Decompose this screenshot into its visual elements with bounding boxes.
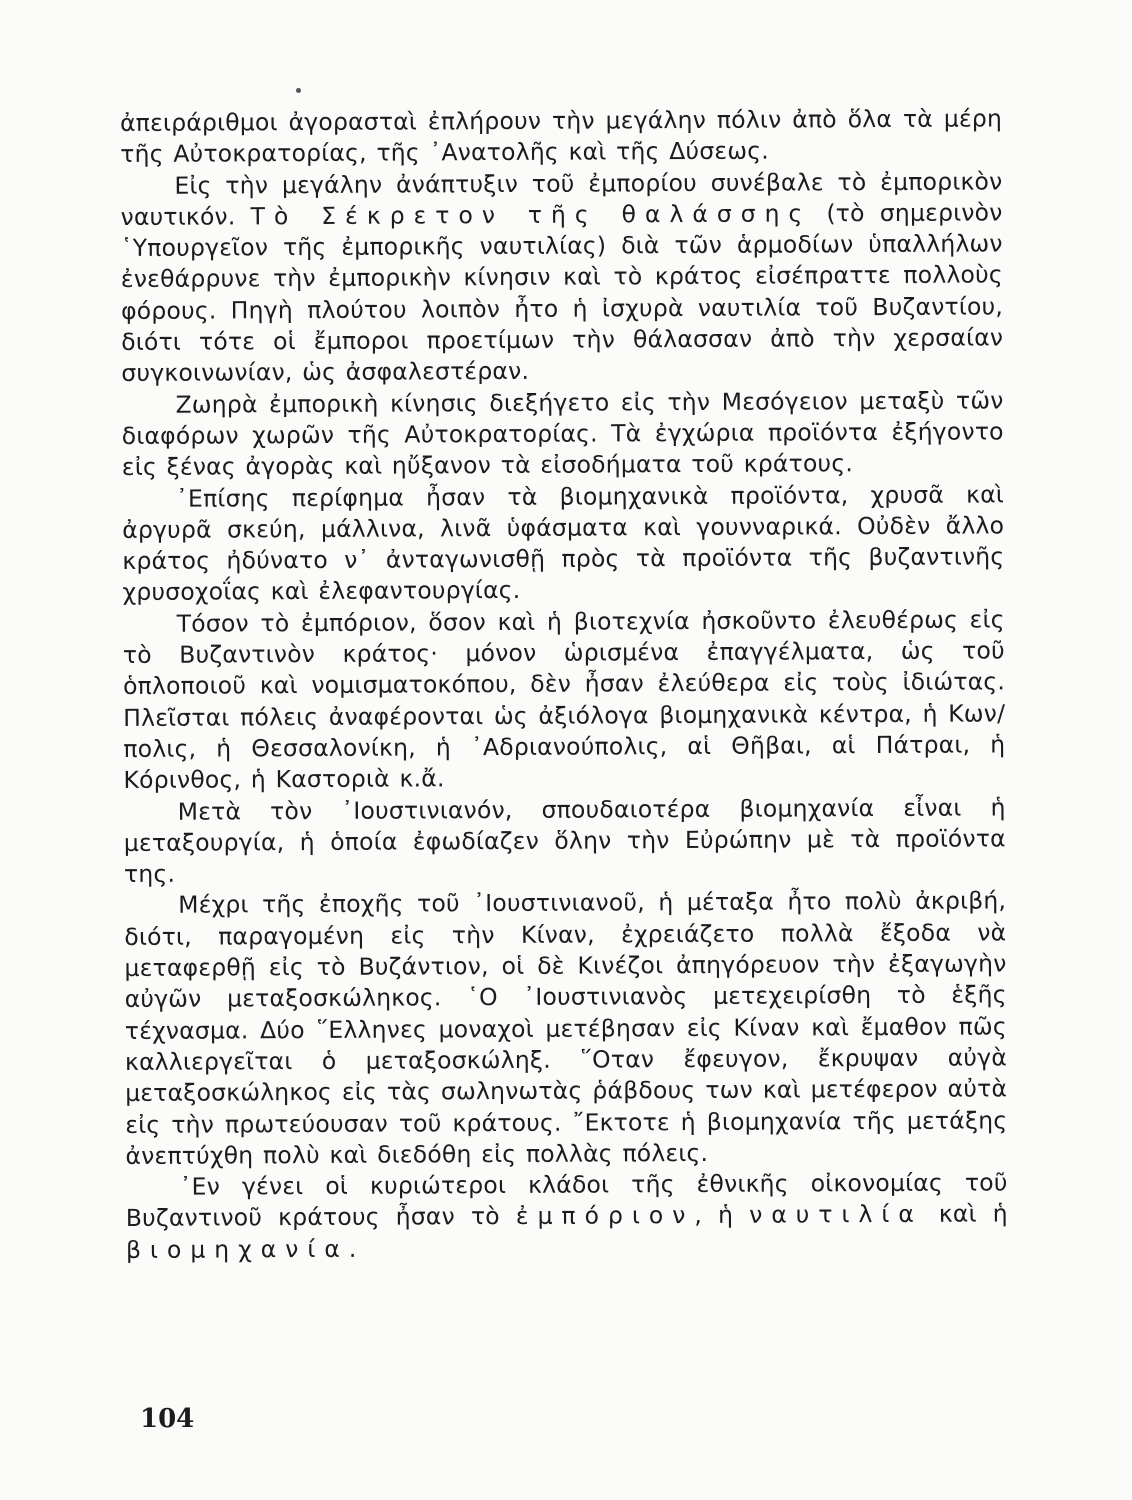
paragraph-6 <box>124 792 1006 891</box>
text-segment: Μέχρι τῆς ἐποχῆς τοῦ ᾿Ιουστινιανοῦ, ἡ μέταξα ἦτο πολὺ ἀκριβή, διότι, παραγομένη εἰς τὴν Κίναν, ἐχρειάζετο πολλὰ ἔξοδα νὰ μεταφερθῇ εἰς τὸ Βυζάντιον, οἱ δὲ Κινέζοι ἀπηγόρευον τὴν ἐξαγωγὴν αὐγῶν μεταξοσκώληκος. ῾Ο ᾿Ιουστινιανὸς μετεχειρίσθη τὸ ἑξῆς τέχνασμα. Δύο ῞Ελληνες μοναχοὶ μετέβησαν εἰς Κίναν καὶ ἔμαθον πῶς καλλιεργεῖται ὁ μεταξοσκώληξ. ῞Οταν ἔφευγον, ἔκρυψαν αὐγὰ μεταξοσκώληκος εἰς τὰς σωληνωτὰς ῥάβδους των καὶ μετέφερον αὐτὰ εἰς τὴν πρωτεύουσαν τοῦ κράτους. ῎Εκτοτε ἡ βιομηχανία τῆς μετάξης ἀνεπτύχθη πολὺ καὶ διεδόθη εἰς πολλὰς πόλεις. <box>124 886 1008 1170</box>
body-text <box>120 103 1008 1266</box>
page-number: 104 <box>140 1404 195 1434</box>
text-segment: Τόσον τὸ ἐμπόριον, ὅσον καὶ ἡ βιοτεχνία ἠσκοῦντο ἐλευθέρως εἰς τὸ Βυζαντινὸν κράτος· μόνον ὡρισμένα ἐπαγγέλματα, ὡς τοῦ ὁπλοποιοῦ καὶ νομισματοκόπου, δὲν ἦσαν ἐλεύθερα εἰς τοὺς ἰδιώτας. Πλεῖσται πόλεις ἀναφέρονται ὡς ἀξιόλογα βιομηχανικὰ κέντρα, ἡ Κων/πολις, ἡ Θεσσαλονίκη, ἡ ᾿Αδριανούπολις, αἱ Θῆβαι, αἱ Πάτραι, ἡ Κόρινθος, ἡ Καστοριὰ κ.ἄ. <box>122 605 1006 795</box>
text-segment: καὶ ἡ <box>922 1199 1008 1229</box>
paragraph-5 <box>123 604 1006 796</box>
text-segment: . <box>348 1234 357 1263</box>
paragraph-1 <box>120 103 1002 170</box>
paragraph-8 <box>126 1167 1008 1266</box>
emphasized-term: Τὸ Σέκρετον τῆς θαλάσσης <box>250 199 812 231</box>
text-segment: , ἡ <box>694 1201 750 1230</box>
paragraph-2 <box>120 166 1003 390</box>
emphasized-term: ἐμπόριον <box>515 1201 695 1231</box>
paragraph-7 <box>124 886 1007 1172</box>
emphasized-term: βιομηχανία <box>125 1234 349 1264</box>
text-segment: ἀπειράριθμοι ἀγορασταὶ ἐπλήρουν τὴν μεγάλην πόλιν ἀπὸ ὅλα τὰ μέρη τῆς Αὐτοκρατορίας, τῆς ᾿Ανατολῆς καὶ τῆς Δύσεως. <box>120 104 1003 169</box>
emphasized-term: ναυτιλία <box>749 1200 923 1230</box>
text-segment: ᾿Εν γένει οἱ κυριώτεροι κλάδοι τῆς ἐθνικῆς οἰκονομίας τοῦ Βυζαντινοῦ κράτους ἦσαν τὸ <box>125 1168 1008 1233</box>
paragraph-4 <box>122 479 1005 609</box>
paragraph-3 <box>121 385 1003 484</box>
text-segment: ᾿Επίσης περίφημα ἦσαν τὰ βιομηχανικὰ προϊόντα, χρυσᾶ καὶ ἀργυρᾶ σκεύη, μάλλινα, λινᾶ ὑφάσματα καὶ γουνναρικά. Οὐδὲν ἄλλο κράτος ἠδύνατο ν᾿ ἀνταγωνισθῇ πρὸς τὰ προϊόντα τῆς βυζαντινῆς χρυσοχοΐας καὶ ἐλεφαντουργίας. <box>122 479 1005 607</box>
print-speck <box>296 88 301 93</box>
text-segment: (τὸ σημερινὸν ῾Υπουργεῖον τῆς ἐμπορικῆς ναυτιλίας) διὰ τῶν ἁρμοδίων ὑπαλλήλων ἐνεθάρρυνε τὴν ἐμπορικὴν κίνησιν καὶ τὸ κράτος εἰσέπραττε πολλοὺς φόρους. Πηγὴ πλούτου λοιπὸν ἦτο ἡ ἰσχυρὰ ναυτιλία τοῦ Βυζαντίου, διότι τότε οἱ ἔμποροι προετίμων τὴν θάλασσαν ἀπὸ τὴν χερσαίαν συγκοινωνίαν, ὡς ἀσφαλεστέραν. <box>120 198 1004 388</box>
text-segment: Μετὰ τὸν ᾿Ιουστινιανόν, σπουδαιοτέρα βιομηχανία εἶναι ἡ μεταξουργία, ἡ ὁποία ἐφωδίαζεν ὅλην τὴν Εὐρώπην μὲ τὰ προϊόντα της. <box>123 792 1006 889</box>
text-segment: Ζωηρὰ ἐμπορικὴ κίνησις διεξήγετο εἰς τὴν Μεσόγειον μεταξὺ τῶν διαφόρων χωρῶν τῆς Αὐτοκρατορίας. Τὰ ἐγχώρια προϊόντα ἐξήγοντο εἰς ξένας ἀγορὰς καὶ ηὔξανον τὰ εἰσοδήματα τοῦ κράτους. <box>121 386 1004 482</box>
text-segment: Εἰς τὴν μεγάλην ἀνάπτυξιν τοῦ ἐμπορίου συνέβαλε τὸ ἐμπορικὸν ναυτικόν. <box>120 166 1003 231</box>
